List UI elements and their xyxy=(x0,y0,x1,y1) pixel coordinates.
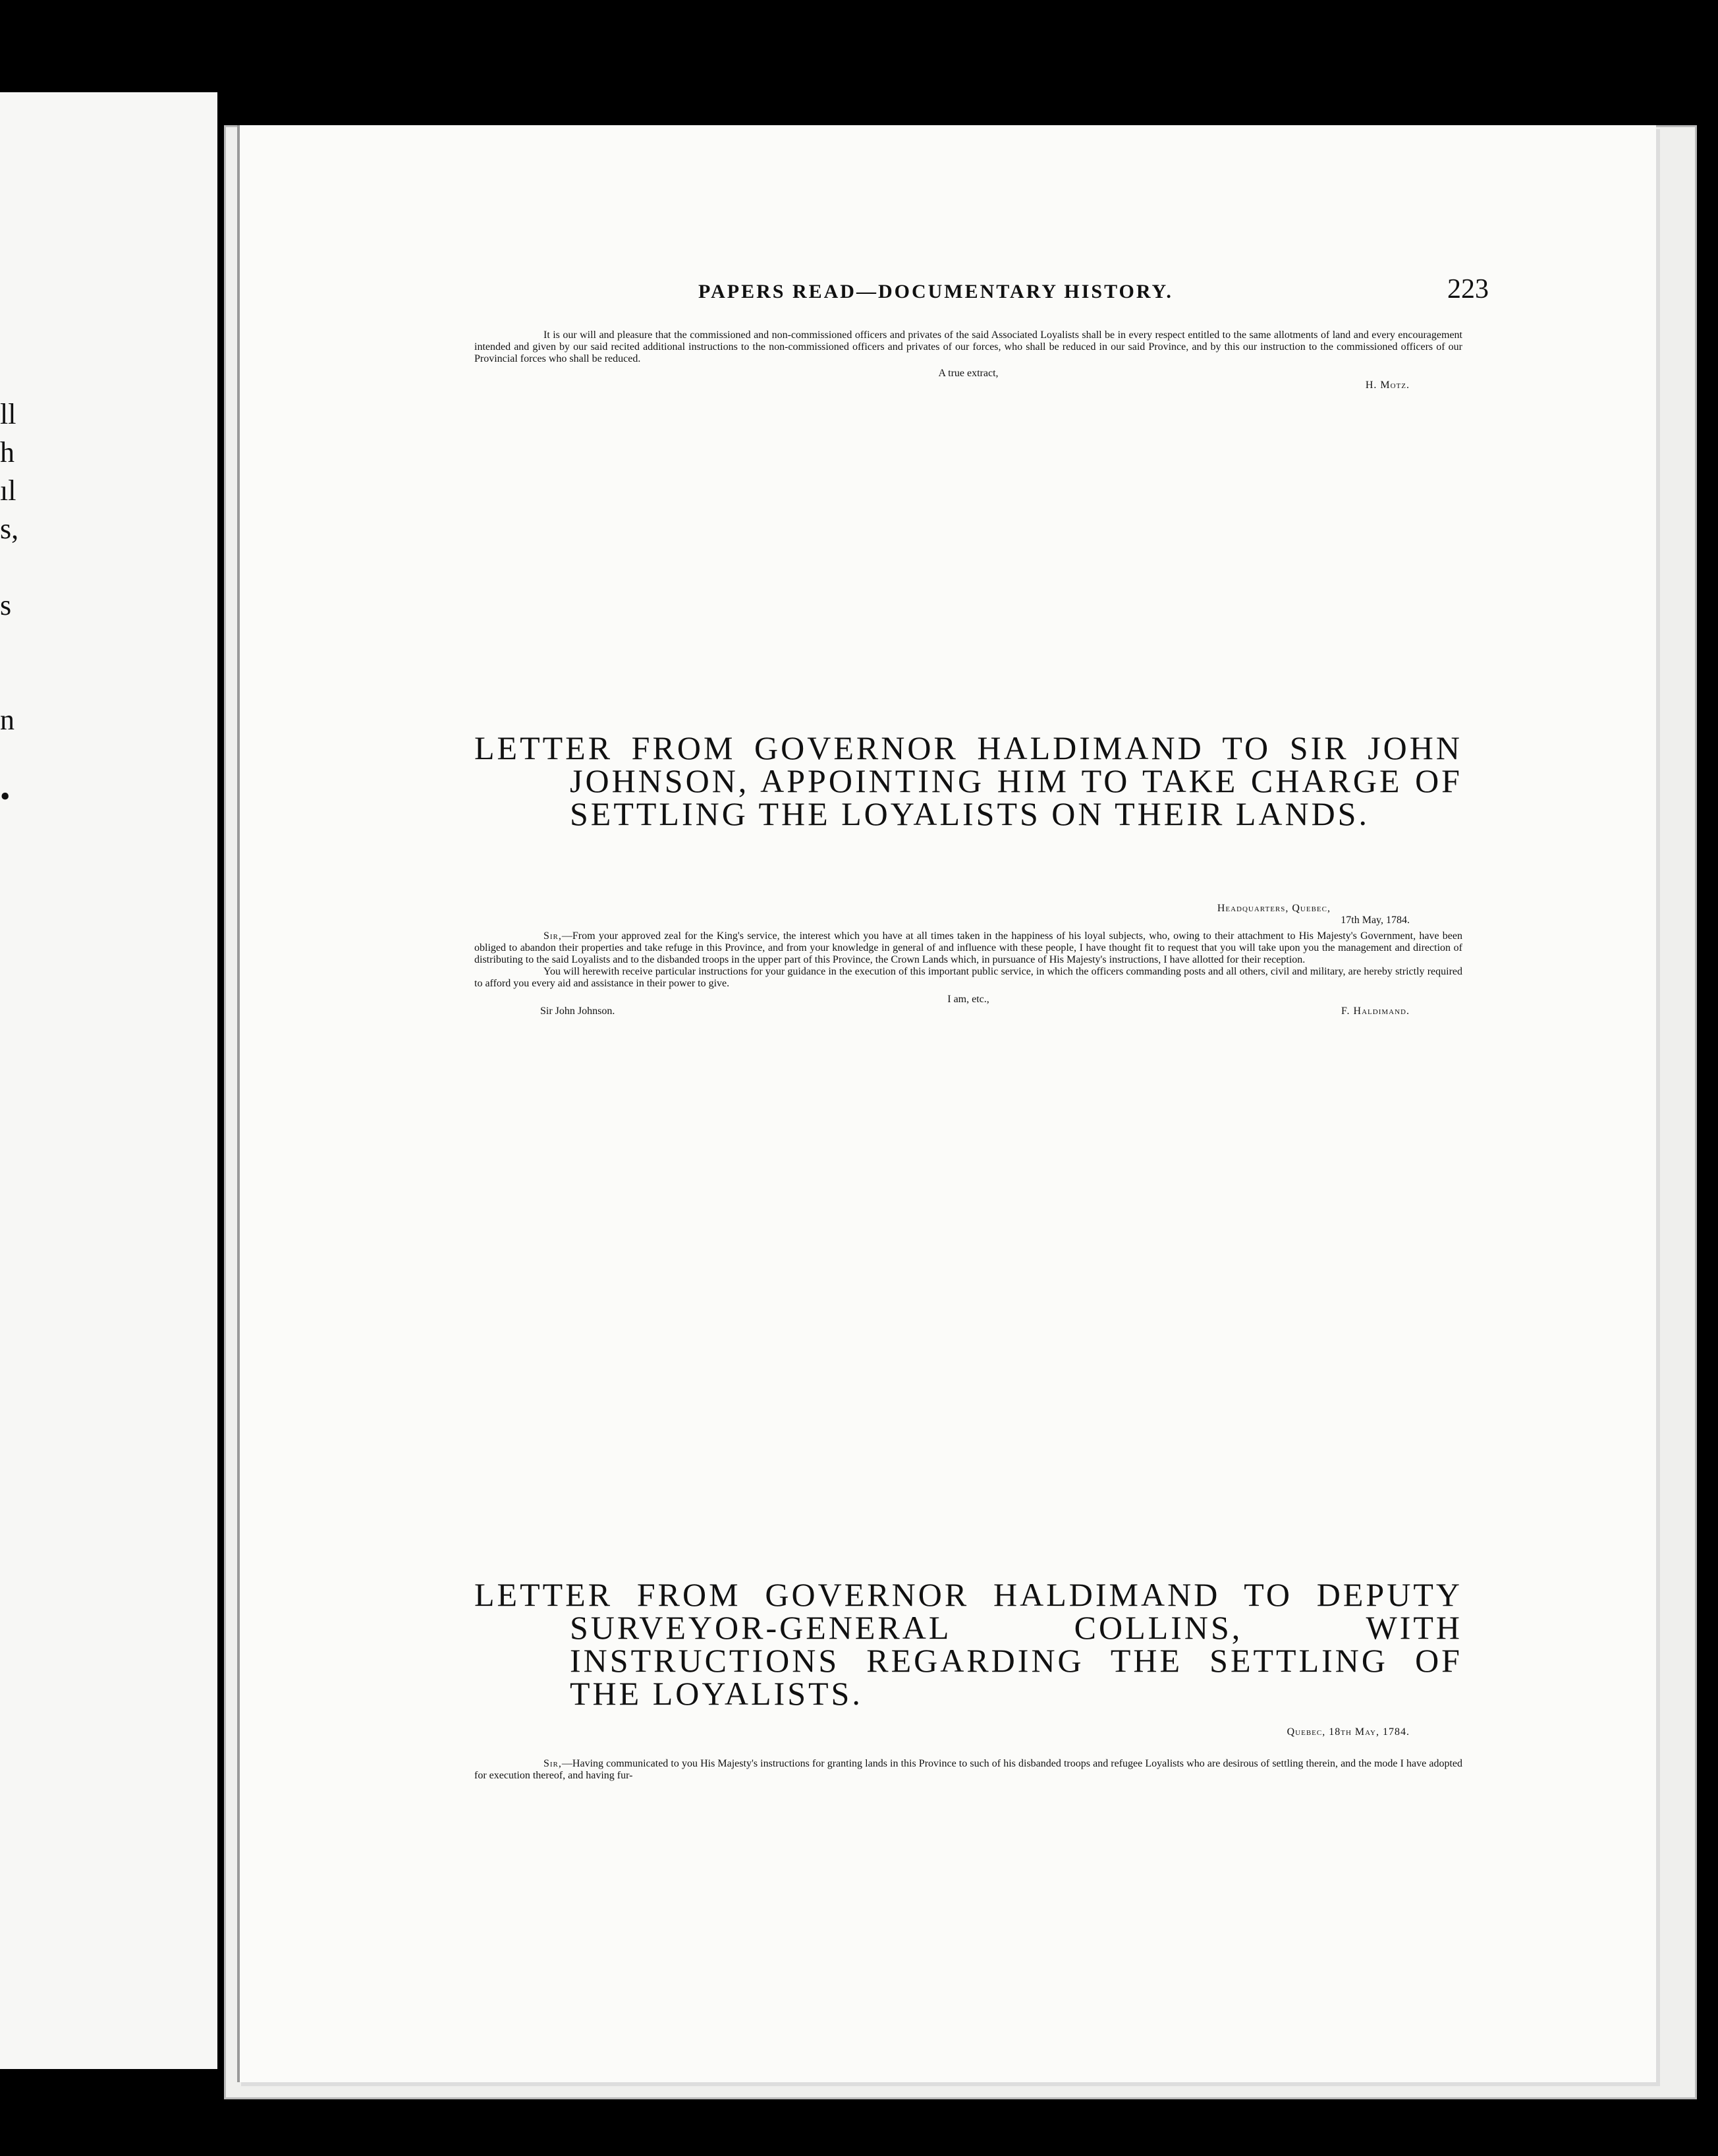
signature: H. Motz. xyxy=(1365,380,1410,391)
letter-heading: LETTER FROM GOVERNOR HALDIMAND TO DEPUTY SURVEYOR-GENERAL COLLINS, WITH INSTRUCTIONS REGARDING THE SETTLING OF THE LOYALISTS. xyxy=(474,1576,1462,1712)
left-fragment xyxy=(0,663,26,701)
running-title: PAPERS READ—DOCUMENTARY HISTORY. xyxy=(698,281,1173,302)
left-fragment: • xyxy=(0,780,11,812)
body-paragraph: It is our will and pleasure that the commissioned and non-commissioned officers and privates of the said Associated Loyalists shall be in every respect entitled to the same allotments of land and every encouragement intended and given by our said recited additional instructions to the non-commissioned officers and privates of our forces, who shall be reduced in our said Province, and by this our instruction to the commissioned officers of our Provincial forces who shall be reduced. xyxy=(474,329,1462,364)
left-fragment xyxy=(0,548,26,586)
section-one xyxy=(474,329,1462,391)
dateline: Quebec, 18th May, 1784. xyxy=(1287,1726,1410,1738)
letter-paragraph xyxy=(474,1758,1462,1782)
left-fragment: h xyxy=(0,436,14,468)
letter-paragraph-text: —Having communicated to you His Majesty's instructions for granting lands in this Province to such of his disbanded troops and refugee Loyalists who are desirous of settling therein, and the mode I have adopted for execution thereof, and having fur- xyxy=(474,1758,1462,1781)
running-head xyxy=(474,273,1489,305)
page-number: 223 xyxy=(1447,274,1489,304)
left-page-edge xyxy=(0,92,217,2069)
left-fragment: s xyxy=(0,589,12,621)
salutation: Sir, xyxy=(543,1758,562,1769)
left-fragment xyxy=(0,739,26,778)
signature-row xyxy=(474,1006,1462,1017)
letter-paragraph xyxy=(474,930,1462,966)
dateline-place: Headquarters, Quebec, xyxy=(1217,903,1331,914)
signature: F. Haldimand. xyxy=(1341,1006,1410,1017)
letter-one xyxy=(474,903,1462,1017)
letter-paragraph: You will herewith receive particular instructions for your guidance in the execution of this important public service, in which the officers commanding posts and all others, civil and military, are hereby strictly required to afford you every aid and assistance in their power to give. xyxy=(474,966,1462,989)
left-fragment: s, xyxy=(0,513,19,545)
addressee: Sir John Johnson. xyxy=(540,1006,615,1017)
left-fragment: ll xyxy=(0,398,16,430)
dateline-date: 17th May, 1784. xyxy=(1341,915,1410,926)
left-fragment: ıl xyxy=(0,474,16,507)
letter-one-heading-block xyxy=(474,731,1462,830)
letter-heading: LETTER FROM GOVERNOR HALDIMAND TO SIR JOHN JOHNSON, APPOINTING HIM TO TAKE CHARGE OF SETTLING THE LOYALISTS ON THEIR LANDS. xyxy=(474,729,1462,832)
left-fragment xyxy=(0,625,26,663)
left-page-text-fragments xyxy=(0,395,26,816)
left-fragment: n xyxy=(0,704,14,736)
closing: I am, etc., xyxy=(947,994,989,1005)
salutation: Sir, xyxy=(543,930,562,942)
attestation: A true extract, xyxy=(938,368,999,379)
letter-paragraph-text: —From your approved zeal for the King's service, the interest which you have at all times taken in the happiness of his loyal subjects, who, owing to their attachment to His Majesty's Government, have been obliged to abandon their properties and take refuge in this Province, and from your knowledge in general of and influence with these people, I have thought fit to request that you will take upon you the management and direction of distributing to the said Loyalists and to the disbanded troops in the upper part of this Province, the Crown Lands which, in pursuance of His Majesty's instructions, I have allotted for their reception. xyxy=(474,930,1462,965)
book-page xyxy=(237,125,1656,2082)
letter-two-heading-block xyxy=(474,1578,1462,1710)
letter-two xyxy=(474,1726,1462,1782)
